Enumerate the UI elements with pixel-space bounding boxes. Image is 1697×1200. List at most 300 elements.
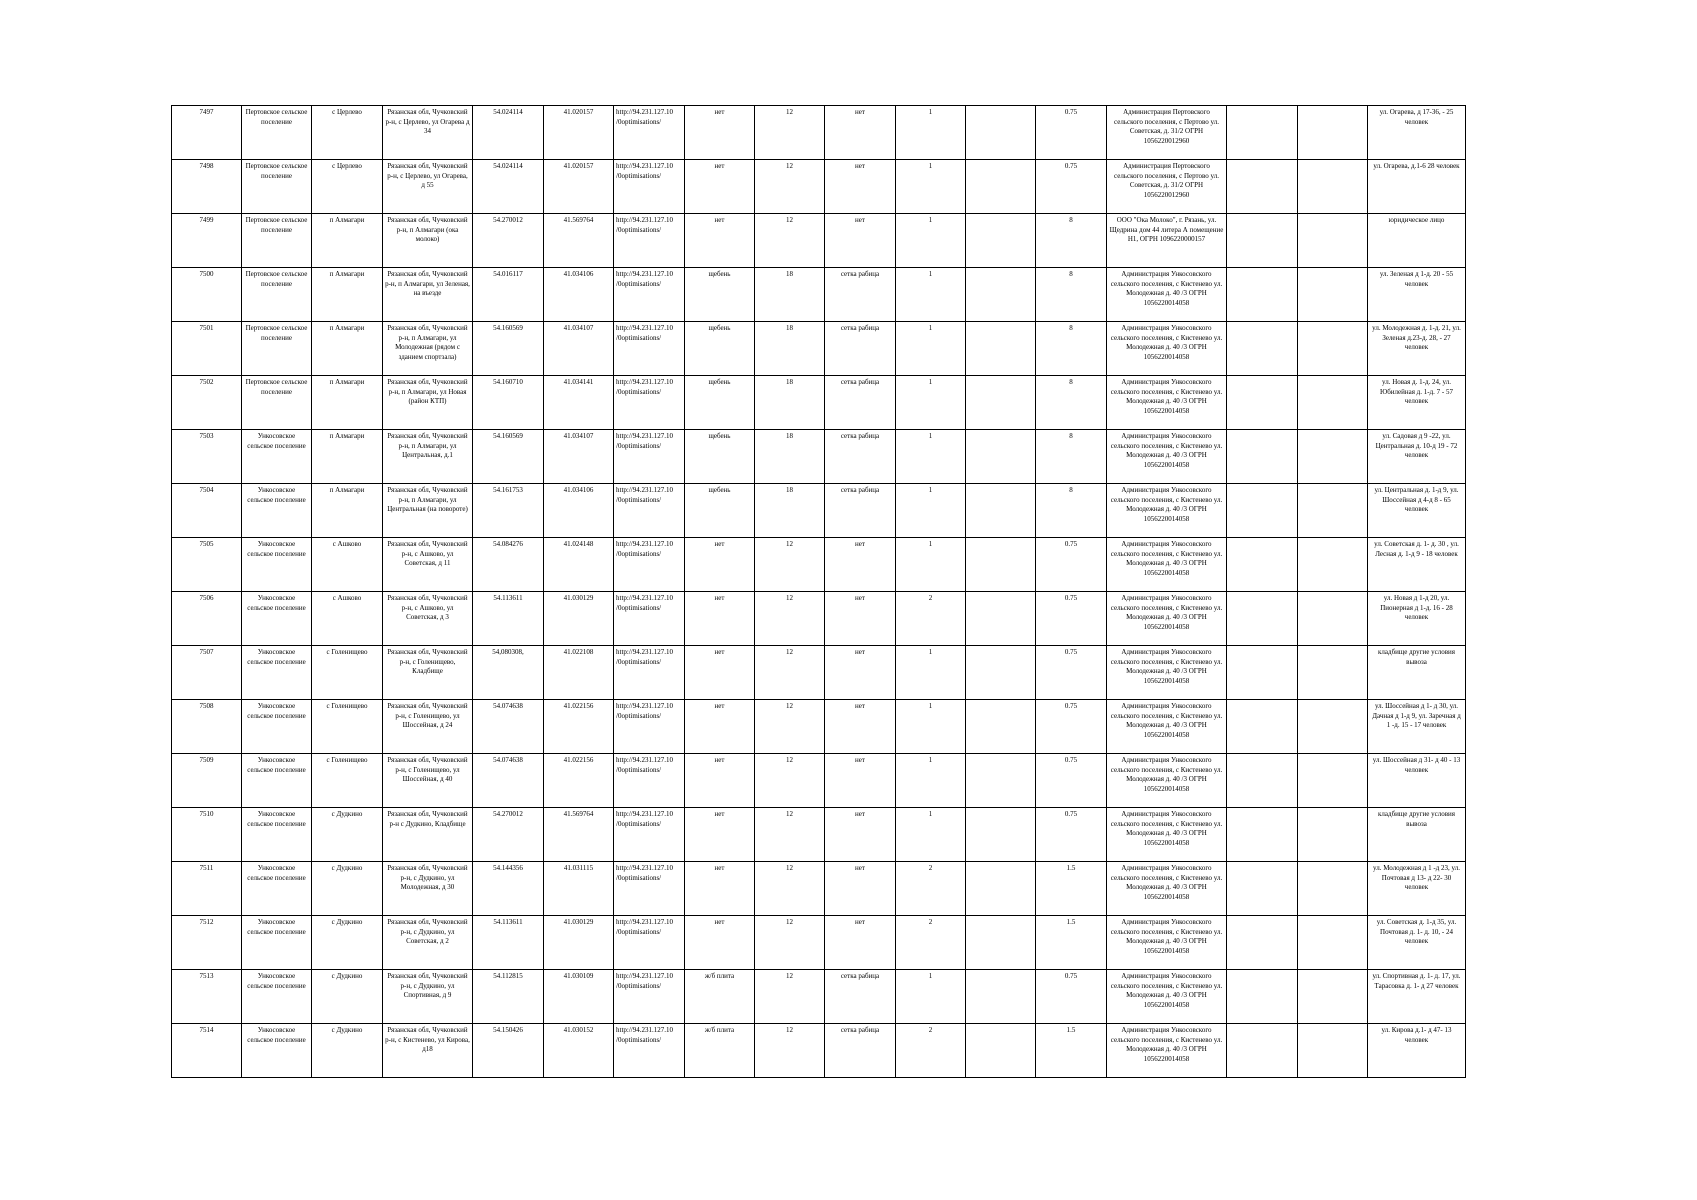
container-count-cell: 1	[896, 646, 966, 700]
latitude-cell: 54.024114	[473, 106, 544, 160]
empty-cell	[966, 808, 1036, 862]
url-cell: http://94.231.127.10 /0optimisations/	[614, 646, 685, 700]
surface-cell: щебень	[685, 376, 755, 430]
empty-cell	[1298, 106, 1368, 160]
waste-sources-cell: ул. Кирова д.1- д 47- 13 человек	[1368, 1024, 1466, 1078]
settlement-cell: Ункосовское сельское поселение	[242, 862, 312, 916]
area-cell: 12	[755, 808, 825, 862]
table-row	[172, 862, 1466, 916]
fence-cell: нет	[825, 808, 896, 862]
empty-cell	[1227, 808, 1298, 862]
url-cell: http://94.231.127.10 /0optimisations/	[614, 106, 685, 160]
latitude-cell: 54.084276	[473, 538, 544, 592]
area-cell: 12	[755, 1024, 825, 1078]
row-id-cell: 7509	[172, 754, 242, 808]
waste-sources-cell: ул. Садовая д 9 -22, ул. Центральная д. 10-д 19 - 72 человек	[1368, 430, 1466, 484]
url-cell: http://94.231.127.10 /0optimisations/	[614, 754, 685, 808]
table-row	[172, 160, 1466, 214]
surface-cell: нет	[685, 916, 755, 970]
waste-sources-cell: кладбище другие условия вывоза	[1368, 646, 1466, 700]
latitude-cell: 54.160569	[473, 322, 544, 376]
locality-cell: п Алмагари	[312, 214, 383, 268]
url-cell: http://94.231.127.10 /0optimisations/	[614, 916, 685, 970]
empty-cell	[1227, 646, 1298, 700]
empty-cell	[966, 970, 1036, 1024]
volume-cell: 0.75	[1036, 700, 1107, 754]
settlement-cell: Ункосовское сельское поселение	[242, 970, 312, 1024]
fence-cell: сетка рабица	[825, 430, 896, 484]
empty-cell	[1227, 970, 1298, 1024]
url-cell: http://94.231.127.10 /0optimisations/	[614, 322, 685, 376]
waste-sources-cell: кладбище другие условия вывоза	[1368, 808, 1466, 862]
container-count-cell: 1	[896, 106, 966, 160]
latitude-cell: 54.160710	[473, 376, 544, 430]
empty-cell	[1227, 754, 1298, 808]
longitude-cell: 41.022156	[544, 700, 614, 754]
address-cell: Рязанская обл, Чучковский р-н, с Голенищево, Кладбище	[383, 646, 473, 700]
row-id-cell: 7501	[172, 322, 242, 376]
area-cell: 12	[755, 970, 825, 1024]
longitude-cell: 41.034107	[544, 430, 614, 484]
address-cell: Рязанская обл, Чучковский р-н, п Алмагари, ул Зеленая, на въезде	[383, 268, 473, 322]
fence-cell: нет	[825, 538, 896, 592]
area-cell: 18	[755, 484, 825, 538]
owner-cell: Администрация Ункосовского сельского поселения, с Кистенево ул. Молодежная д. 40 /3 ОГРН 1056220014058	[1107, 1024, 1227, 1078]
surface-cell: щебень	[685, 322, 755, 376]
empty-cell	[1298, 646, 1368, 700]
row-id-cell: 7507	[172, 646, 242, 700]
owner-cell: Администрация Ункосовского сельского поселения, с Кистенево ул. Молодежная д. 40 /3 ОГРН 1056220014058	[1107, 322, 1227, 376]
owner-cell: Администрация Ункосовского сельского поселения, с Кистенево ул. Молодежная д. 40 /3 ОГРН 1056220014058	[1107, 538, 1227, 592]
owner-cell: Администрация Ункосовского сельского поселения, с Кистенево ул. Молодежная д. 40 /3 ОГРН 1056220014058	[1107, 700, 1227, 754]
area-cell: 12	[755, 862, 825, 916]
waste-sources-cell: ул. Советская д. 1-д 35, ул. Почтовая д. 1- д. 10, - 24 человек	[1368, 916, 1466, 970]
latitude-cell: 54.074638	[473, 754, 544, 808]
latitude-cell: 54.144356	[473, 862, 544, 916]
table-row	[172, 754, 1466, 808]
container-count-cell: 2	[896, 916, 966, 970]
volume-cell: 1.5	[1036, 916, 1107, 970]
area-cell: 18	[755, 376, 825, 430]
waste-sources-cell: ул. Новая д 1-д 20, ул. Пионерная д 1-д. 16 - 28 человек	[1368, 592, 1466, 646]
longitude-cell: 41.024148	[544, 538, 614, 592]
surface-cell: нет	[685, 808, 755, 862]
surface-cell: нет	[685, 106, 755, 160]
surface-cell: нет	[685, 538, 755, 592]
locality-cell: с Дудкино	[312, 916, 383, 970]
container-count-cell: 1	[896, 538, 966, 592]
locality-cell: с Ашково	[312, 592, 383, 646]
settlement-cell: Ункосовское сельское поселение	[242, 592, 312, 646]
table-row	[172, 808, 1466, 862]
url-cell: http://94.231.127.10 /0optimisations/	[614, 862, 685, 916]
fence-cell: нет	[825, 754, 896, 808]
locality-cell: с Дудкино	[312, 808, 383, 862]
waste-sources-cell: ул. Молодежная д. 1-д. 21, ул. Зеленая д.23-д. 28, - 27 человек	[1368, 322, 1466, 376]
owner-cell: Администрация Ункосовского сельского поселения, с Кистенево ул. Молодежная д. 40 /3 ОГРН 1056220014058	[1107, 592, 1227, 646]
surface-cell: нет	[685, 592, 755, 646]
container-count-cell: 1	[896, 700, 966, 754]
latitude-cell: 54.270012	[473, 214, 544, 268]
longitude-cell: 41.034106	[544, 268, 614, 322]
longitude-cell: 41.569764	[544, 214, 614, 268]
owner-cell: Администрация Ункосовского сельского поселения, с Кистенево ул. Молодежная д. 40 /3 ОГРН 1056220014058	[1107, 430, 1227, 484]
fence-cell: сетка рабица	[825, 1024, 896, 1078]
locality-cell: с Церлево	[312, 106, 383, 160]
empty-cell	[1227, 916, 1298, 970]
surface-cell: щебень	[685, 430, 755, 484]
empty-cell	[1298, 862, 1368, 916]
fence-cell: нет	[825, 106, 896, 160]
empty-cell	[1298, 538, 1368, 592]
registry-table	[171, 105, 1466, 1078]
url-cell: http://94.231.127.10 /0optimisations/	[614, 808, 685, 862]
locality-cell: п Алмагари	[312, 376, 383, 430]
locality-cell: с Дудкино	[312, 970, 383, 1024]
settlement-cell: Пертовское сельское поселение	[242, 106, 312, 160]
url-cell: http://94.231.127.10 /0optimisations/	[614, 376, 685, 430]
volume-cell: 8	[1036, 322, 1107, 376]
row-id-cell: 7505	[172, 538, 242, 592]
settlement-cell: Пертовское сельское поселение	[242, 160, 312, 214]
settlement-cell: Пертовское сельское поселение	[242, 268, 312, 322]
volume-cell: 8	[1036, 484, 1107, 538]
waste-sources-cell: ул. Огарева, д 17-36, - 25 человек	[1368, 106, 1466, 160]
longitude-cell: 41.034107	[544, 322, 614, 376]
area-cell: 12	[755, 700, 825, 754]
empty-cell	[966, 106, 1036, 160]
longitude-cell: 41.030109	[544, 970, 614, 1024]
volume-cell: 0.75	[1036, 106, 1107, 160]
surface-cell: ж/б плита	[685, 970, 755, 1024]
empty-cell	[1227, 160, 1298, 214]
row-id-cell: 7512	[172, 916, 242, 970]
empty-cell	[966, 754, 1036, 808]
surface-cell: нет	[685, 160, 755, 214]
owner-cell: Администрация Ункосовского сельского поселения, с Кистенево ул. Молодежная д. 40 /3 ОГРН 1056220014058	[1107, 268, 1227, 322]
url-cell: http://94.231.127.10 /0optimisations/	[614, 430, 685, 484]
table-row	[172, 268, 1466, 322]
area-cell: 12	[755, 214, 825, 268]
empty-cell	[1298, 484, 1368, 538]
area-cell: 12	[755, 646, 825, 700]
row-id-cell: 7511	[172, 862, 242, 916]
locality-cell: с Голенищево	[312, 646, 383, 700]
empty-cell	[1227, 214, 1298, 268]
longitude-cell: 41.030129	[544, 592, 614, 646]
latitude-cell: 54.161753	[473, 484, 544, 538]
area-cell: 12	[755, 106, 825, 160]
address-cell: Рязанская обл, Чучковский р-н, с Голенищево, ул Шоссейная, д 40	[383, 754, 473, 808]
fence-cell: сетка рабица	[825, 970, 896, 1024]
latitude-cell: 54.270012	[473, 808, 544, 862]
container-count-cell: 1	[896, 430, 966, 484]
fence-cell: нет	[825, 646, 896, 700]
row-id-cell: 7502	[172, 376, 242, 430]
owner-cell: Администрация Ункосовского сельского поселения, с Кистенево ул. Молодежная д. 40 /3 ОГРН 1056220014058	[1107, 376, 1227, 430]
container-count-cell: 1	[896, 484, 966, 538]
empty-cell	[966, 430, 1036, 484]
empty-cell	[1227, 862, 1298, 916]
latitude-cell: 54,080308,	[473, 646, 544, 700]
address-cell: Рязанская обл, Чучковский р-н, с Церлево, ул Огарева д 34	[383, 106, 473, 160]
empty-cell	[1298, 214, 1368, 268]
longitude-cell: 41.031115	[544, 862, 614, 916]
url-cell: http://94.231.127.10 /0optimisations/	[614, 214, 685, 268]
container-count-cell: 2	[896, 592, 966, 646]
empty-cell	[1298, 808, 1368, 862]
owner-cell: Администрация Ункосовского сельского поселения, с Кистенево ул. Молодежная д. 40 /3 ОГРН 1056220014058	[1107, 862, 1227, 916]
area-cell: 12	[755, 160, 825, 214]
waste-sources-cell: ул. Советская д. 1- д. 30 , ул. Лесная д. 1-д 9 - 18 человек	[1368, 538, 1466, 592]
empty-cell	[966, 646, 1036, 700]
address-cell: Рязанская обл, Чучковский р-н, п Алмагари, ул Центральная (на повороте)	[383, 484, 473, 538]
volume-cell: 0.75	[1036, 970, 1107, 1024]
empty-cell	[966, 592, 1036, 646]
owner-cell: Администрация Ункосовского сельского поселения, с Кистенево ул. Молодежная д. 40 /3 ОГРН 1056220014058	[1107, 646, 1227, 700]
table-row	[172, 916, 1466, 970]
empty-cell	[1298, 268, 1368, 322]
empty-cell	[966, 322, 1036, 376]
settlement-cell: Ункосовское сельское поселение	[242, 538, 312, 592]
empty-cell	[966, 700, 1036, 754]
address-cell: Рязанская обл, Чучковский р-н, п Алмагари (ока молоко)	[383, 214, 473, 268]
surface-cell: нет	[685, 214, 755, 268]
latitude-cell: 54.112815	[473, 970, 544, 1024]
volume-cell: 8	[1036, 376, 1107, 430]
area-cell: 12	[755, 916, 825, 970]
fence-cell: нет	[825, 214, 896, 268]
area-cell: 18	[755, 430, 825, 484]
longitude-cell: 41.569764	[544, 808, 614, 862]
address-cell: Рязанская обл, Чучковский р-н с Дудкино, Кладбище	[383, 808, 473, 862]
row-id-cell: 7500	[172, 268, 242, 322]
empty-cell	[966, 862, 1036, 916]
row-id-cell: 7498	[172, 160, 242, 214]
longitude-cell: 41.034106	[544, 484, 614, 538]
empty-cell	[1227, 106, 1298, 160]
settlement-cell: Ункосовское сельское поселение	[242, 916, 312, 970]
address-cell: Рязанская обл, Чучковский р-н, с Церлево, ул Огарева, д 55	[383, 160, 473, 214]
waste-sources-cell: ул. Центральная д. 1-д 9, ул. Шоссейная д 4-д 8 - 65 человек	[1368, 484, 1466, 538]
address-cell: Рязанская обл, Чучковский р-н, п Алмагари, ул Центральная, д.1	[383, 430, 473, 484]
locality-cell: с Ашково	[312, 538, 383, 592]
url-cell: http://94.231.127.10 /0optimisations/	[614, 1024, 685, 1078]
area-cell: 18	[755, 268, 825, 322]
waste-sources-cell: ул. Шоссейная д 31- д 40 - 13 человек	[1368, 754, 1466, 808]
empty-cell	[966, 538, 1036, 592]
empty-cell	[1298, 592, 1368, 646]
empty-cell	[1298, 430, 1368, 484]
empty-cell	[966, 160, 1036, 214]
container-count-cell: 1	[896, 376, 966, 430]
waste-sources-cell: ул. Зеленая д 1-д. 20 - 55 человек	[1368, 268, 1466, 322]
settlement-cell: Ункосовское сельское поселение	[242, 1024, 312, 1078]
empty-cell	[1298, 700, 1368, 754]
table-row	[172, 214, 1466, 268]
fence-cell: нет	[825, 916, 896, 970]
fence-cell: нет	[825, 592, 896, 646]
volume-cell: 0.75	[1036, 538, 1107, 592]
longitude-cell: 41.034141	[544, 376, 614, 430]
latitude-cell: 54.074638	[473, 700, 544, 754]
table-row	[172, 592, 1466, 646]
empty-cell	[1298, 376, 1368, 430]
address-cell: Рязанская обл, Чучковский р-н, с Ашково, ул Советская, д 3	[383, 592, 473, 646]
surface-cell: нет	[685, 754, 755, 808]
surface-cell: нет	[685, 862, 755, 916]
address-cell: Рязанская обл, Чучковский р-н, п Алмагари, ул Молодежная (рядом с зданием спортзала)	[383, 322, 473, 376]
volume-cell: 8	[1036, 430, 1107, 484]
empty-cell	[1298, 916, 1368, 970]
volume-cell: 1.5	[1036, 1024, 1107, 1078]
surface-cell: щебень	[685, 268, 755, 322]
container-count-cell: 1	[896, 754, 966, 808]
row-id-cell: 7504	[172, 484, 242, 538]
row-id-cell: 7508	[172, 700, 242, 754]
settlement-cell: Пертовское сельское поселение	[242, 322, 312, 376]
container-count-cell: 1	[896, 160, 966, 214]
empty-cell	[1298, 160, 1368, 214]
table-row	[172, 538, 1466, 592]
fence-cell: нет	[825, 700, 896, 754]
container-count-cell: 1	[896, 808, 966, 862]
owner-cell: ООО "Ока Молоко", г. Рязань, ул. Щедрина дом 44 литера А помещение Н1, ОГРН 1096220000157	[1107, 214, 1227, 268]
container-count-cell: 2	[896, 1024, 966, 1078]
settlement-cell: Пертовское сельское поселение	[242, 376, 312, 430]
latitude-cell: 54.024114	[473, 160, 544, 214]
empty-cell	[966, 376, 1036, 430]
locality-cell: с Дудкино	[312, 862, 383, 916]
row-id-cell: 7510	[172, 808, 242, 862]
owner-cell: Администрация Пертовского сельского поселения, с Пертово ул. Советская, д. 31/2 ОГРН 1056220012960	[1107, 106, 1227, 160]
latitude-cell: 54.016117	[473, 268, 544, 322]
empty-cell	[1298, 754, 1368, 808]
row-id-cell: 7499	[172, 214, 242, 268]
locality-cell: п Алмагари	[312, 484, 383, 538]
row-id-cell: 7506	[172, 592, 242, 646]
address-cell: Рязанская обл, Чучковский р-н, с Дудкино, ул Молодежная, д 30	[383, 862, 473, 916]
empty-cell	[966, 1024, 1036, 1078]
empty-cell	[1227, 592, 1298, 646]
longitude-cell: 41.030152	[544, 1024, 614, 1078]
table-row	[172, 106, 1466, 160]
empty-cell	[966, 268, 1036, 322]
address-cell: Рязанская обл, Чучковский р-н, с Дудкино, ул Советская, д 2	[383, 916, 473, 970]
settlement-cell: Ункосовское сельское поселение	[242, 430, 312, 484]
fence-cell: сетка рабица	[825, 484, 896, 538]
row-id-cell: 7514	[172, 1024, 242, 1078]
volume-cell: 0.75	[1036, 646, 1107, 700]
table-row	[172, 700, 1466, 754]
surface-cell: нет	[685, 646, 755, 700]
locality-cell: с Голенищево	[312, 700, 383, 754]
url-cell: http://94.231.127.10 /0optimisations/	[614, 160, 685, 214]
container-count-cell: 1	[896, 268, 966, 322]
empty-cell	[1298, 322, 1368, 376]
table-row	[172, 376, 1466, 430]
table-row	[172, 484, 1466, 538]
address-cell: Рязанская обл, Чучковский р-н, с Кистенево, ул Кирова, д18	[383, 1024, 473, 1078]
empty-cell	[1227, 430, 1298, 484]
empty-cell	[1227, 268, 1298, 322]
container-count-cell: 2	[896, 862, 966, 916]
empty-cell	[1227, 538, 1298, 592]
waste-sources-cell: юридическое лицо	[1368, 214, 1466, 268]
row-id-cell: 7497	[172, 106, 242, 160]
owner-cell: Администрация Ункосовского сельского поселения, с Кистенево ул. Молодежная д. 40 /3 ОГРН 1056220014058	[1107, 916, 1227, 970]
settlement-cell: Ункосовское сельское поселение	[242, 754, 312, 808]
area-cell: 18	[755, 322, 825, 376]
waste-sources-cell: ул. Спортивная д. 1- д. 17, ул. Тарасовка д. 1- д 27 человек	[1368, 970, 1466, 1024]
settlement-cell: Ункосовское сельское поселение	[242, 700, 312, 754]
volume-cell: 0.75	[1036, 808, 1107, 862]
volume-cell: 0.75	[1036, 160, 1107, 214]
surface-cell: щебень	[685, 484, 755, 538]
volume-cell: 1.5	[1036, 862, 1107, 916]
latitude-cell: 54.113611	[473, 916, 544, 970]
waste-sources-cell: ул. Шоссейная д 1- д 30, ул. Дачная д 1-д 9, ул. Заречная д 1 -д. 15 - 17 человек	[1368, 700, 1466, 754]
waste-sources-cell: ул. Огарева, д.1-6 28 человек	[1368, 160, 1466, 214]
address-cell: Рязанская обл, Чучковский р-н, п Алмагари, ул Новая (район КТП)	[383, 376, 473, 430]
url-cell: http://94.231.127.10 /0optimisations/	[614, 700, 685, 754]
owner-cell: Администрация Ункосовского сельского поселения, с Кистенево ул. Молодежная д. 40 /3 ОГРН 1056220014058	[1107, 970, 1227, 1024]
container-count-cell: 1	[896, 322, 966, 376]
locality-cell: с Дудкино	[312, 1024, 383, 1078]
volume-cell: 0.75	[1036, 754, 1107, 808]
longitude-cell: 41.022108	[544, 646, 614, 700]
locality-cell: п Алмагари	[312, 322, 383, 376]
locality-cell: с Голенищево	[312, 754, 383, 808]
table-row	[172, 1024, 1466, 1078]
address-cell: Рязанская обл, Чучковский р-н, с Голенищево, ул Шоссейная, д 24	[383, 700, 473, 754]
empty-cell	[966, 484, 1036, 538]
longitude-cell: 41.020157	[544, 160, 614, 214]
empty-cell	[1298, 1024, 1368, 1078]
empty-cell	[966, 214, 1036, 268]
table-row	[172, 430, 1466, 484]
settlement-cell: Ункосовское сельское поселение	[242, 646, 312, 700]
address-cell: Рязанская обл, Чучковский р-н, с Дудкино, ул Спортивная, д 9	[383, 970, 473, 1024]
url-cell: http://94.231.127.10 /0optimisations/	[614, 538, 685, 592]
area-cell: 12	[755, 754, 825, 808]
container-count-cell: 1	[896, 214, 966, 268]
row-id-cell: 7503	[172, 430, 242, 484]
owner-cell: Администрация Пертовского сельского поселения, с Пертово ул. Советская, д. 31/2 ОГРН 1056220012960	[1107, 160, 1227, 214]
url-cell: http://94.231.127.10 /0optimisations/	[614, 970, 685, 1024]
locality-cell: п Алмагари	[312, 268, 383, 322]
surface-cell: ж/б плита	[685, 1024, 755, 1078]
table-row	[172, 322, 1466, 376]
volume-cell: 0.75	[1036, 592, 1107, 646]
fence-cell: сетка рабица	[825, 376, 896, 430]
table-row	[172, 970, 1466, 1024]
volume-cell: 8	[1036, 214, 1107, 268]
table-row	[172, 646, 1466, 700]
empty-cell	[1227, 484, 1298, 538]
table-body	[172, 106, 1466, 1078]
longitude-cell: 41.030129	[544, 916, 614, 970]
fence-cell: сетка рабица	[825, 322, 896, 376]
settlement-cell: Пертовское сельское поселение	[242, 214, 312, 268]
fence-cell: сетка рабица	[825, 268, 896, 322]
url-cell: http://94.231.127.10 /0optimisations/	[614, 484, 685, 538]
empty-cell	[1227, 376, 1298, 430]
latitude-cell: 54.113611	[473, 592, 544, 646]
empty-cell	[1227, 700, 1298, 754]
empty-cell	[1227, 1024, 1298, 1078]
settlement-cell: Ункосовское сельское поселение	[242, 484, 312, 538]
